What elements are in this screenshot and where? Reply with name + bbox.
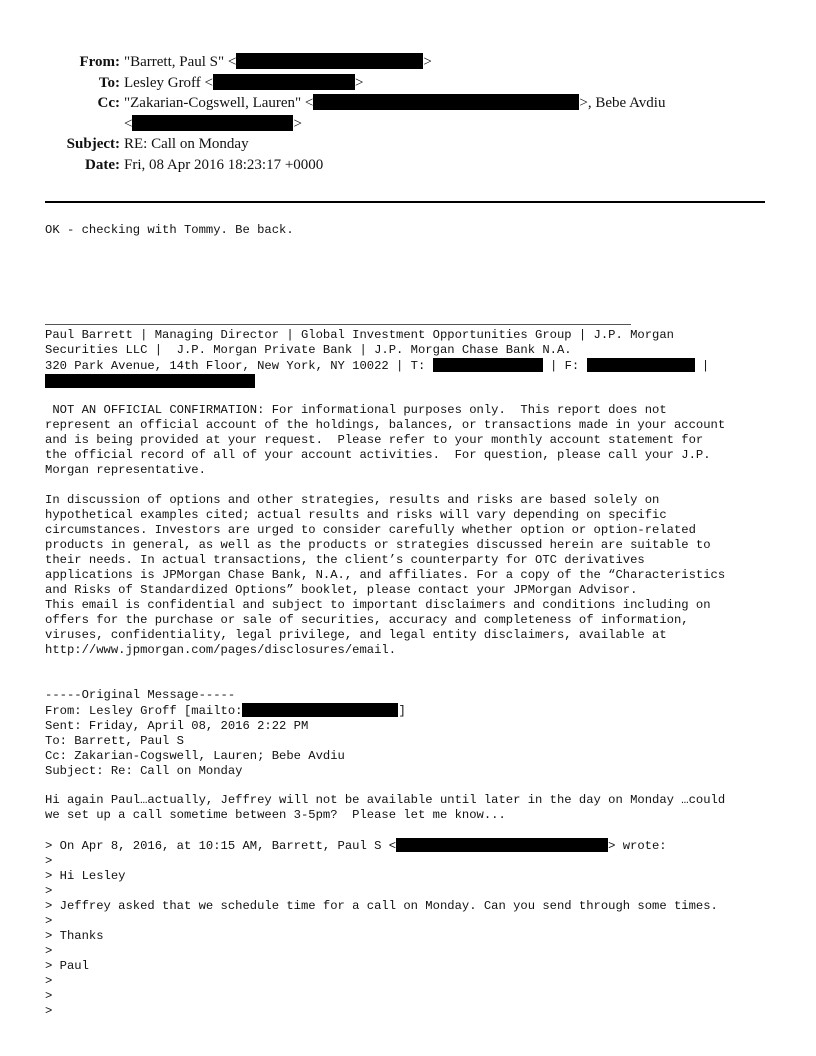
disclaimer-line: and is being provided at your request. Please refer to your monthly account statement for [45,433,704,447]
original-message-separator: -----Original Message----- [45,688,236,702]
date-row [0,155,816,176]
redaction-block [587,358,695,372]
original-message-header [45,688,406,779]
cc-bracket-close: > [293,115,302,132]
quote-line: > [45,1004,53,1018]
disclaimer-link[interactable]: http://www.jpmorgan.com/pages/disclosures/email. [45,643,397,657]
signature-block [45,328,709,390]
quote-line: > Jeffrey asked that we schedule time for a call on Monday. Can you send through some times. [45,899,718,913]
subject-row [0,134,816,155]
disclaimer-line: offers for the purchase or sale of securities, accuracy and completeness of information, [45,613,689,627]
quote-line: > [45,944,53,958]
disclaimer-line: circumstances. Investors are urged to consider carefully whether option or option-related [45,523,696,537]
quote-line: > [45,884,53,898]
signature-divider [45,324,631,325]
redaction-block [213,74,355,90]
reply-text: OK - checking with Tommy. Be back. [45,223,294,237]
email-header [0,52,816,175]
quote-line: > Hi Lesley [45,869,126,883]
original-to: To: Barrett, Paul S [45,734,184,748]
to-label: To: [98,74,120,91]
disclaimer-paragraph [45,493,725,658]
from-row [0,52,816,73]
quote-line: > [45,914,53,928]
disclaimer-line: the official record of all of your account activities. For question, please call your J.P. [45,448,711,462]
redaction-block [433,358,543,372]
redaction-block [236,53,423,69]
redaction-block [45,374,255,388]
original-cc: Cc: Zakarian-Cogswell, Lauren; Bebe Avdiu [45,749,345,763]
cc-bracket-open: < [124,115,133,132]
disclaimer-line: Morgan representative. [45,463,206,477]
signature-line: 320 Park Avenue, 14th Floor, New York, NY 10022 | T: | F: | [45,359,710,373]
redaction-block [396,838,608,852]
original-message-body [45,793,725,823]
disclaimer-line: In discussion of options and other strategies, results and risks are based solely on [45,493,660,507]
date-label: Date: [85,156,120,173]
to-row [0,73,816,94]
subject-label: Subject: [66,136,120,152]
disclaimer-paragraph [45,403,725,478]
header-divider [45,201,765,203]
original-sent: Sent: Friday, April 08, 2016 2:22 PM [45,719,309,733]
cc-value: "Zakarian-Cogswell, Lauren" < [124,95,314,111]
signature-line: Paul Barrett | Managing Director | Global Investment Opportunities Group | J.P. Morgan [45,328,674,342]
cc-tail: >, Bebe Avdiu [579,95,666,111]
redaction-block [132,115,293,131]
quote-line: > [45,974,53,988]
cc-row [0,93,816,114]
disclaimer-line: products in general, as well as the products or strategies discussed herein are suitable to [45,538,711,552]
from-bracket: > [423,54,432,70]
quote-attribution: > On Apr 8, 2016, at 10:15 AM, Barrett, Paul S < > wrote: [45,839,667,853]
from-value: "Barrett, Paul S" < [124,54,237,70]
disclaimer-line: their needs. In actual transactions, the client’s counterparty for OTC derivatives [45,553,645,567]
quote-line: > Thanks [45,929,104,943]
to-bracket: > [355,74,364,91]
quote-line: > [45,989,53,1003]
from-label: From: [79,54,120,70]
redaction-block [313,94,579,110]
disclaimer-line: This email is confidential and subject to important disclaimers and conditions including on [45,598,711,612]
disclaimer-line: viruses, confidentiality, legal privilege, and legal entity disclaimers, available at [45,628,667,642]
redaction-block [242,703,398,717]
signature-line: Securities LLC | J.P. Morgan Private Bank | J.P. Morgan Chase Bank N.A. [45,343,572,357]
disclaimer-line: represent an official account of the holdings, balances, or transactions made in your account [45,418,726,432]
to-value: Lesley Groff < [124,74,213,91]
cc-row-continued [0,114,816,135]
message-line: we set up a call sometime between 3-5pm? Please let me know... [45,808,506,822]
quote-line: > [45,854,53,868]
disclaimer-line: NOT AN OFFICIAL CONFIRMATION: For informational purposes only. This report does not [45,403,667,417]
disclaimer-line: and Risks of Standardized Options” booklet, please contact your JPMorgan Advisor. [45,583,638,597]
cc-label: Cc: [97,95,120,111]
quote-line: > Paul [45,959,89,973]
disclaimer-line: applications is JPMorgan Chase Bank, N.A., and affiliates. For a copy of the “Characteristics [45,568,726,582]
date-value: Fri, 08 Apr 2016 18:23:17 +0000 [124,156,324,173]
message-line: Hi again Paul…actually, Jeffrey will not be available until later in the day on Monday …could [45,793,726,807]
original-subject: Subject: Re: Call on Monday [45,764,243,778]
original-from: From: Lesley Groff [mailto: ] [45,704,406,718]
disclaimer-line: hypothetical examples cited; actual results and risks will vary depending on specific [45,508,667,522]
quoted-message [45,838,718,1019]
subject-value: RE: Call on Monday [124,136,249,152]
